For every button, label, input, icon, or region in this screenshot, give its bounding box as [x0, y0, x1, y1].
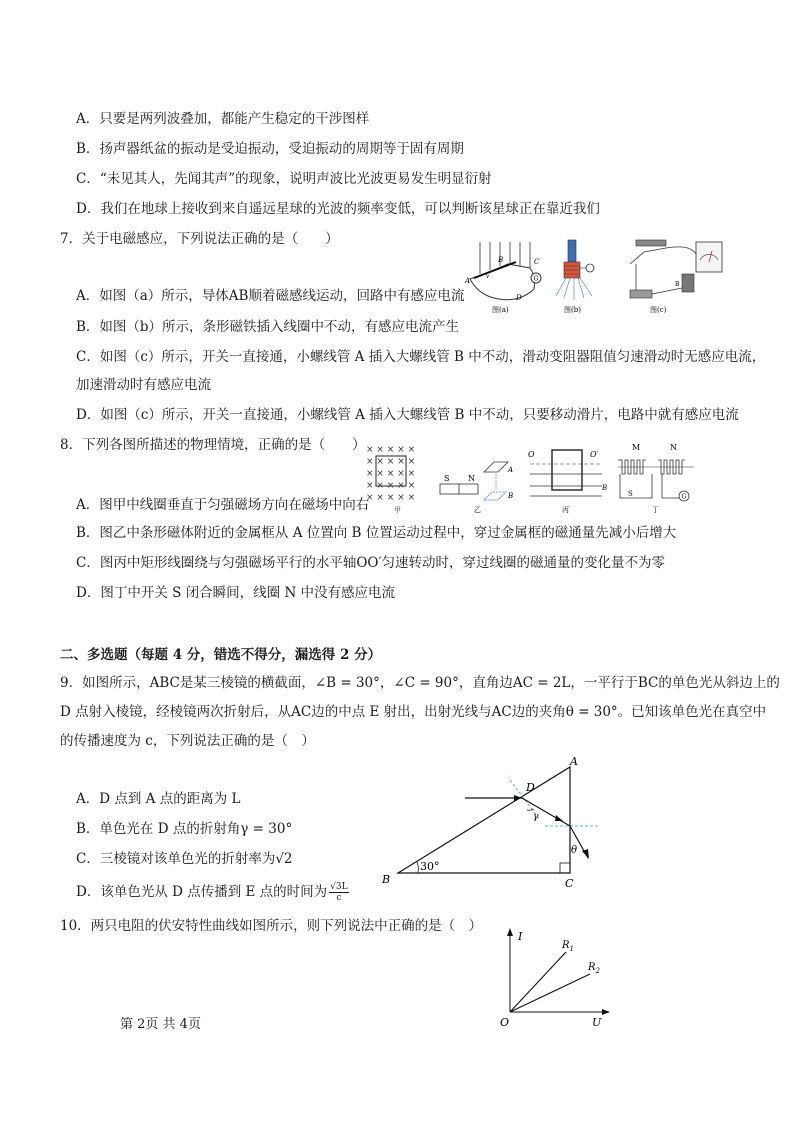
q10-label-r1: $R_1$ — [562, 940, 574, 953]
q10-label-i: I — [518, 930, 523, 943]
q9-label-theta: θ — [571, 845, 578, 856]
q8-fig-bing-label-o: O — [528, 450, 535, 459]
q9-option-d-text: D．该单色光从 D 点传播到 E 点的时间为 — [76, 884, 328, 900]
q9-option-c: C．三棱镜对该单色光的折射率为√2 — [76, 851, 293, 867]
svg-text:× × × × ×: × × × × × — [366, 457, 416, 467]
q9-option-d — [76, 882, 349, 903]
q9-option-a: A．D 点到 A 点的距离为 L — [76, 791, 241, 807]
q8-fig-yi-label-s: S — [444, 474, 450, 483]
q8-fig-bing-label-b: B — [602, 484, 608, 492]
q7-fig-b-caption: 图(b) — [564, 306, 581, 314]
q9-label-b: B — [382, 873, 391, 886]
q7-fig-a-label-v: v — [486, 273, 490, 280]
q8-fig-yi-label-b: B — [508, 492, 514, 500]
q7-fig-a-caption: 图(a) — [492, 306, 509, 314]
q7-figure-c — [630, 240, 722, 314]
q7-option-d: D．如图（c）所示，开关一直接通，小螺线管 A 插入大螺线管 B 中不动，只要移动滑片，电路中就有感应电流 — [76, 407, 739, 423]
q7-option-a: A．如图（a）所示，导体AB顺着磁感线运动，回路中有感应电流 — [76, 288, 465, 304]
q9-option-b: B．单色光在 D 点的折射角γ = 30° — [76, 821, 293, 837]
q9-fraction-denominator: c — [336, 893, 342, 903]
q9-stem-line2: D 点射入棱镜，经棱镜两次折射后，从AC边的中点 E 射出，出射光线与AC边的夹角θ = 30°。已知该单色光在真空中 — [60, 704, 767, 720]
q8-fig-jia-caption: 甲 — [394, 506, 401, 514]
q9-label-gamma: γ — [533, 812, 539, 822]
q8-option-c: C．图丙中矩形线圈绕与匀强磁场平行的水平轴OO′匀速转动时，穿过线圈的磁通量的变化量不为零 — [76, 555, 666, 571]
q7-stem: 7．关于电磁感应，下列说法正确的是（ ） — [60, 231, 339, 247]
q9-label-a: A — [570, 755, 578, 768]
q9-option-d-fraction — [329, 882, 348, 903]
svg-text:× × × × ×: × × × × × — [366, 493, 416, 503]
q9-prism-figure — [370, 755, 610, 890]
svg-text:× × × × ×: × × × × × — [366, 469, 416, 479]
q10-label-u: U — [592, 1016, 602, 1029]
q8-fig-yi-label-a: A — [508, 466, 514, 474]
q8-fig-ding-label-n: N — [670, 443, 677, 452]
q8-fig-ding-caption: 丁 — [652, 506, 659, 514]
q6-option-d: D．我们在地球上接收到来自遥远星球的光波的频率变低，可以判断该星球正在靠近我们 — [76, 201, 600, 217]
q8-option-d: D．图丁中开关 S 闭合瞬间，线圈 N 中没有感应电流 — [76, 585, 396, 601]
q6-option-c: C．“未见其人，先闻其声”的现象，说明声波比光波更易发生明显衍射 — [76, 171, 492, 187]
section-2-title: 二、多选题（每题 4 分，错选不得分，漏选得 2 分） — [60, 647, 382, 663]
q7-figures — [460, 234, 730, 316]
q7-fig-a-g-label: G — [533, 275, 539, 283]
svg-text:× × × × ×: × × × × × — [366, 445, 416, 455]
q7-fig-a-label-a: A — [465, 277, 471, 285]
q9-stem-line3: 的传播速度为 c，下列说法正确的是（ ） — [60, 733, 315, 749]
q8-fig-yi-label-n: N — [468, 474, 475, 483]
q7-figure-a — [464, 242, 541, 314]
q10-stem: 10．两只电阻的伏安特性曲线如图所示，则下列说法中正确的是（ ） — [60, 918, 483, 934]
svg-text:× × × × ×: × × × × × — [366, 481, 416, 491]
q9-fraction-numerator: √3L — [330, 882, 348, 892]
q7-fig-c-caption: 图(c) — [650, 306, 667, 314]
q8-fig-bing-label-o2: O′ — [590, 450, 599, 459]
q10-label-o: O — [500, 1016, 510, 1029]
r2-line — [510, 974, 590, 1012]
q8-option-b: B．图乙中条形磁体附近的金属框从 A 位置向 B 位置运动过程中，穿过金属框的磁通量先减小后增大 — [76, 525, 677, 541]
q8-fig-ding-label-s: S — [628, 490, 633, 498]
q7-fig-c-label-b: B — [675, 281, 680, 288]
q8-fig-bing-caption: 丙 — [562, 506, 569, 514]
q8-option-a: A．图甲中线圈垂直于匀强磁场方向在磁场中向右 — [76, 497, 370, 513]
q9-label-c: C — [565, 877, 574, 890]
q8-figures — [362, 440, 702, 516]
q10-iv-graph — [496, 926, 626, 1031]
r1-line — [510, 952, 566, 1012]
page-footer: 第 2页 共 4页 — [120, 1017, 201, 1032]
q10-label-r2: $R_2$ — [588, 962, 600, 975]
prism-triangle — [398, 767, 570, 873]
q9-stem-line1: 9．如图所示，ABC是某三棱镜的横截面，∠B = 30°，∠C = 90°，直角边AC = 2L，一平行于BC的单色光从斜边上的 — [60, 675, 780, 691]
q9-angle-b-label: 30° — [420, 860, 440, 873]
q7-option-b: B．如图（b）所示，条形磁铁插入线圈中不动，有感应电流产生 — [76, 319, 460, 335]
q6-option-a: A．只要是两列波叠加，都能产生稳定的干涉图样 — [76, 111, 370, 127]
q8-figure-bing — [528, 450, 607, 514]
q8-fig-ding-label-m: M — [632, 443, 641, 452]
q9-label-d: D — [526, 781, 535, 794]
q7-fig-a-label-c: C — [534, 258, 540, 266]
q7-option-c-line2: 加速滑动时有感应电流 — [76, 377, 211, 393]
q8-stem: 8．下列各图所描述的物理情境，正确的是（ ） — [60, 437, 366, 453]
q6-option-b: B．扬声器纸盆的振动是受迫振动，受迫振动的周期等于固有周期 — [76, 141, 464, 157]
q7-fig-a-label-d: D — [516, 294, 522, 302]
q8-figure-jia — [366, 445, 415, 514]
refracted-ray — [522, 798, 570, 826]
q7-fig-a-label-b: B — [498, 256, 504, 264]
q7-option-c-line1: C．如图（c）所示，开关一直接通，小螺线管 A 插入大螺线管 B 中不动，滑动变阻器阻值匀速滑动时无感应电流， — [76, 349, 766, 365]
q8-fig-yi-caption: 乙 — [474, 506, 481, 514]
q8-figure-ding — [618, 443, 694, 514]
q8-figure-yi — [440, 462, 513, 514]
q8-fig-ding-label-g: G — [681, 493, 687, 501]
q7-figure-b — [556, 240, 594, 314]
